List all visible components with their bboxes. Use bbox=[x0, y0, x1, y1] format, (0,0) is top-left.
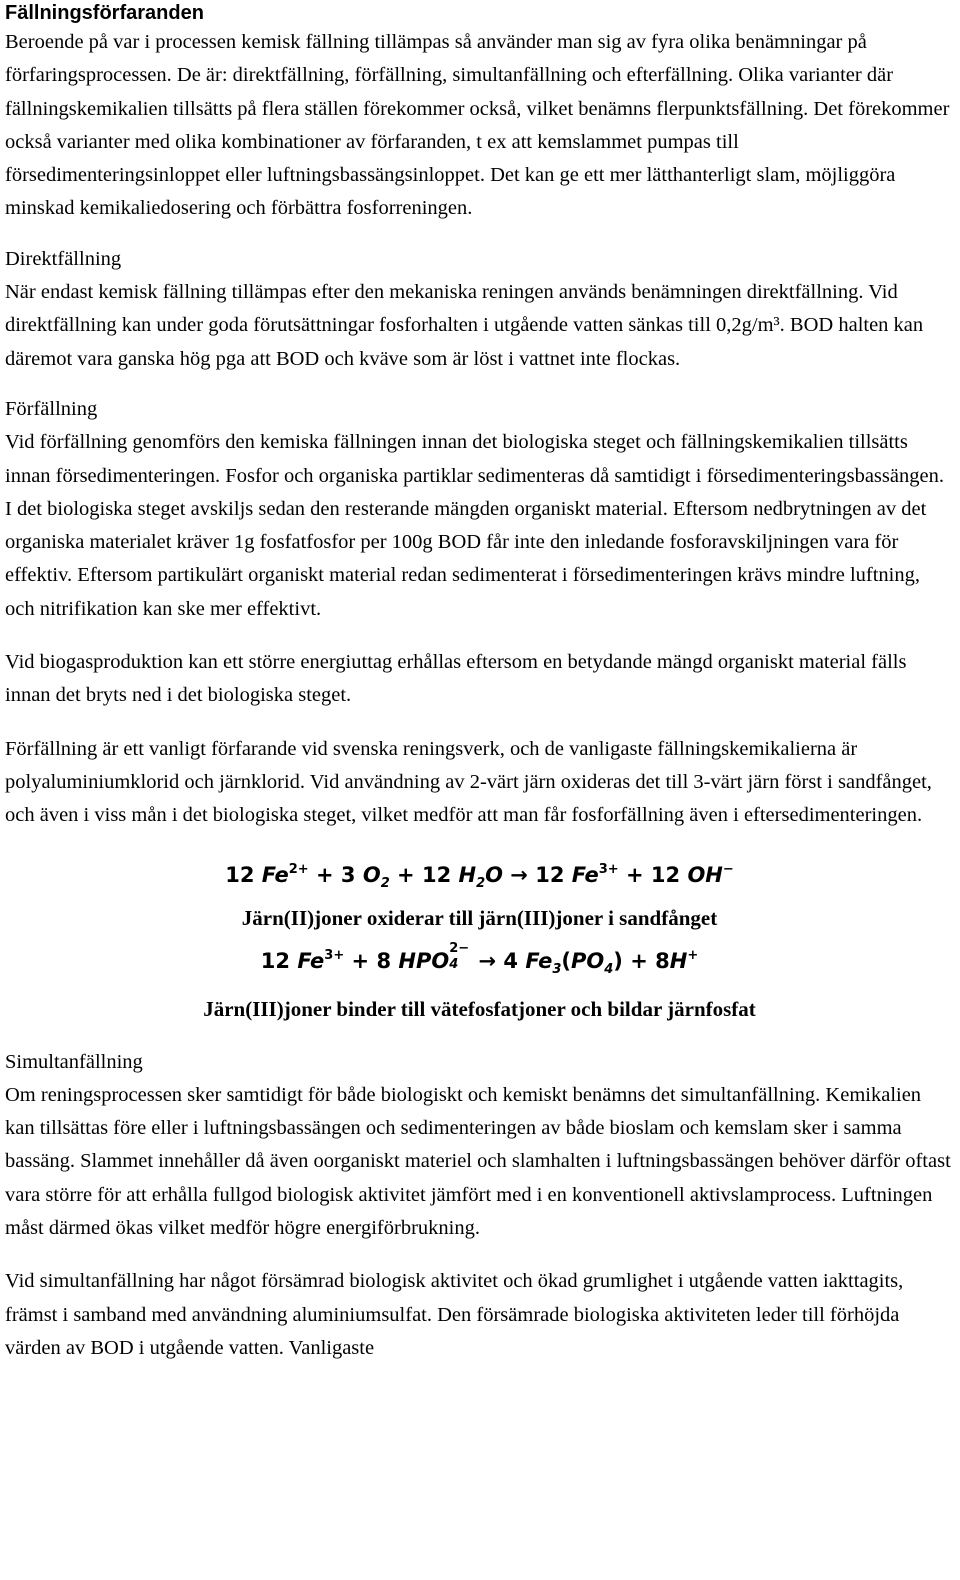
direktfallning-paragraph: När endast kemisk fällning tillämpas efter den mekaniska reningen används benämningen direktfällning. Vid direktfällning kan under goda förutsättningar fosforhalten i utgående vatten sänkas till 0,2g/m³. BOD halten kan däremot vara ganska hög pga att BOD och kväve som är löst i vattnet inte flockas. bbox=[5, 281, 924, 370]
forfallning-paragraph-3: Förfällning är ett vanligt förfarande vid svenska reningsverk, och de vanligaste fällningskemikalierna är polyaluminiumklorid och järnklorid. Vid användning av 2-värt järn oxideras det till 3-värt järn först i sandfånget, och även i viss mån i det biologiska steget, vilket medför att man får fosforfällning även i eftersedimenteringen. bbox=[5, 737, 932, 827]
intro-paragraph: Beroende på var i processen kemisk fällning tillämpas så använder man sig av fyra olika benämningar på förfaringsprocessen. De är: direktfällning, förfällning, simultanfällning och efterfällning. Olika varianter där fällningskemikalien tillsätts på flera ställen förekommer också, vilket benämns flerpunktsfällning. Det förekommer också varianter med olika kombinationer av förfaranden, t ex att kemslammet pumpas till försedimenteringsinloppet eller luftningsbassängsinloppet. Det kan ge ett mer lätthanterligt slam, möjliggöra minskad kemikaliedosering och förbättra fosforreningen. bbox=[5, 31, 950, 220]
forfallning-paragraph-1: Vid förfällning genomförs den kemiska fällningen innan det biologiska steget och fällningskemikalien tillsätts innan försedimenteringen. Fosfor och organiska partiklar sedimenteras då samtidigt i försedimenteringsbassängen. I det biologiska steget avskiljs sedan den resterande mängden organiskt material. Eftersom nedbrytningen av det organiska materialet kräver 1g fosfatfosfor per 100g BOD får inte den inledande fosforavskiljningen vara för effektiv. Eftersom partikulärt organiskt material redan sedimenterat i försedimenteringen krävs mindre luftning, och nitrifikation kan ske mer effektivt. bbox=[5, 431, 944, 620]
direktfallning-title: Direktfällning bbox=[5, 247, 122, 270]
forfallning-paragraph-2: Vid biogasproduktion kan ett större energiuttag erhållas eftersom en betydande mängd organiskt material fälls innan det bryts ned i det biologiska steget. bbox=[5, 651, 907, 707]
equation-iron-phosphate: 12 $Fe^{3+} + 8$ HPO 2− 4 → 4 $Fe_3(PO_4) + 8H^+$ bbox=[260, 940, 699, 977]
equation-1-caption: Järn(II)joner oxiderar till järn(III)joner i sandfånget bbox=[241, 905, 718, 930]
section-heading: Fällningsförfaranden bbox=[5, 2, 204, 24]
forfallning-title: Förfällning bbox=[5, 397, 98, 420]
simultanfallning-paragraph-2: Vid simultanfällning har något försämrad biologisk aktivitet och ökad grumlighet i utgående vatten iakttagits, främst i samband med användning aluminiumsulfat. Den försämrade biologiska aktiviteten leder till förhöjda värden av BOD i utgående vatten. Vanligaste bbox=[5, 1270, 904, 1359]
simultanfallning-title: Simultanfällning bbox=[5, 1050, 143, 1073]
equation-2-caption: Järn(III)joner binder till vätefosfatjoner och bildar järnfosfat bbox=[203, 996, 756, 1021]
simultanfallning-paragraph-1: Om reningsprocessen sker samtidigt för både biologiskt och kemiskt benämns det simultanfällning. Kemikalien kan tillsättas före eller i luftningsbassängen och sedimenteringen av både bioslam och kemslam sker i samma bassäng. Slammet innehåller då även oorganiskt materiel och slamhalten i luftningsbassängen behöver därför oftast vara större för att erhålla fullgod biologisk aktivitet jämfört med i en konventionell aktivslamprocess. Luftningen måst därmed ökas vilket medför högre energiförbrukning. bbox=[5, 1083, 951, 1240]
equation-iron-oxidation: 12 $Fe^{2+} + 3$ $O_2 + 12$ $H_2O \to 12$ $Fe^{3+} + 12$ OH− bbox=[225, 861, 734, 891]
